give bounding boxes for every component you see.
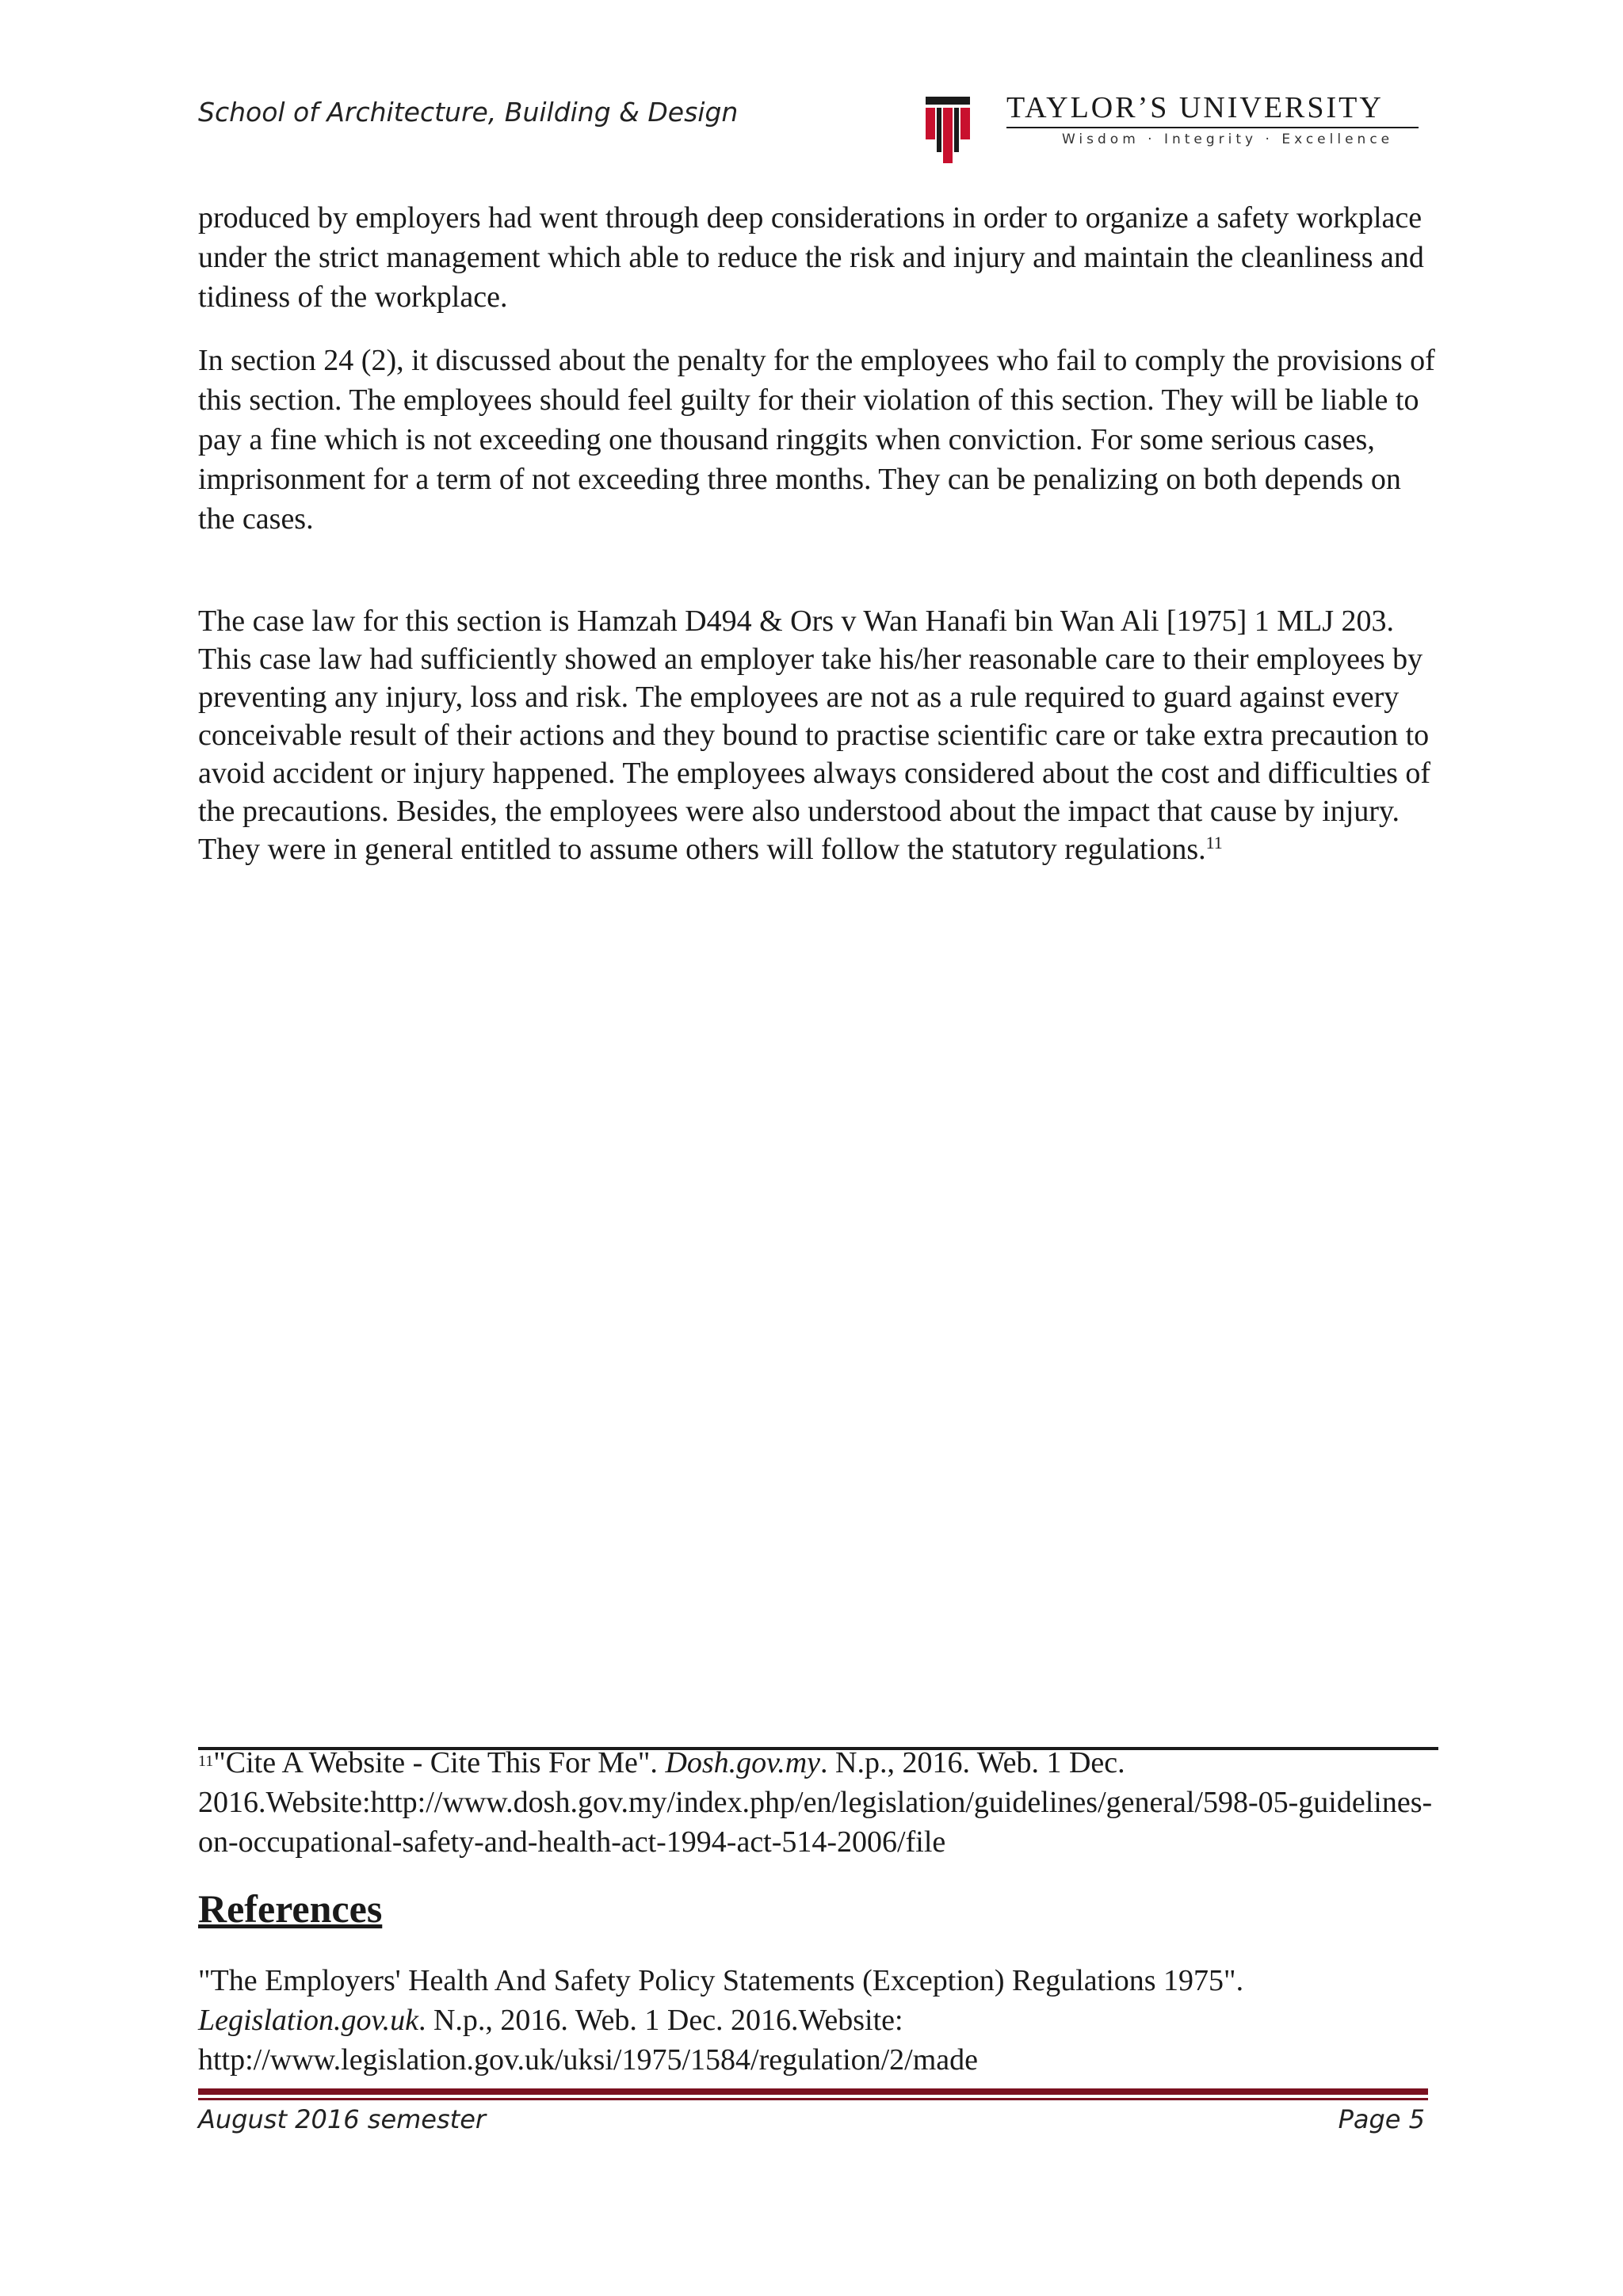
university-name-rule xyxy=(1006,127,1419,128)
footer-rule-thin xyxy=(198,2098,1428,2100)
references-heading: References xyxy=(198,1886,383,1931)
body-paragraph-1: produced by employers had went through deep considerations in order to organize a safety workplace under the strict management which able to reduce the risk and injury and maintain the cleanliness and tidiness of the workplace. xyxy=(198,201,1424,314)
footnote-reference[interactable]: 11 xyxy=(1205,833,1223,852)
footnote-details: . N.p., 2016. Web. 1 Dec. 2016.Website:http://www.dosh.gov.my/index.php/en/legislation/guidelines/general/598-05-guidelines-on-occupational-safety-and-health-act-1994-act-514-2006/file xyxy=(198,1746,1433,1859)
reference-title: "The Employers' Health And Safety Policy Statements (Exception) Regulations 1975". xyxy=(198,1964,1244,1997)
footer-rule xyxy=(198,2088,1428,2095)
university-motto: Wisdom · Integrity · Excellence xyxy=(1062,132,1394,147)
footer-page-number: Page 5 xyxy=(1338,2104,1425,2134)
reference-entry xyxy=(198,1961,1442,2080)
footer-semester: August 2016 semester xyxy=(198,2104,487,2134)
footnote-title: "Cite A Website - Cite This For Me". xyxy=(213,1746,666,1779)
university-name: TAYLOR’S UNIVERSITY xyxy=(1006,91,1384,124)
footnote xyxy=(198,1743,1442,1862)
footnote-number: 11 xyxy=(198,1753,214,1770)
reference-source: Legislation.gov.uk xyxy=(198,2004,418,2037)
reference-details: . N.p., 2016. Web. 1 Dec. 2016.Website: http://www.legislation.gov.uk/uksi/1975/1584/regulation/2/made xyxy=(198,2004,979,2077)
school-name: School of Architecture, Building & Design xyxy=(198,97,739,128)
body-paragraph-3 xyxy=(198,602,1442,868)
footnote-source: Dosh.gov.my xyxy=(665,1746,821,1779)
body-paragraph-2: In section 24 (2), it discussed about the penalty for the employees who fail to comply the provisions of this section. The employees should feel guilty for their violation of this section. They will be liable to pay a fine which is not exceeding one thousand ringgits when conviction. For some serious cases, imprisonment for a term of not exceeding three months. They can be penalizing on both depends on the cases. xyxy=(198,344,1435,536)
paragraph-3-text: The case law for this section is Hamzah D494 & Ors v Wan Hanafi bin Wan Ali [1975] 1 MLJ 203. This case law had sufficiently showed an employer take his/her reasonable care to their employees by preventing any injury, loss and risk. The employees are not as a rule required to guard against every conceivable result of their actions and they bound to practise scientific care or take extra precaution to avoid accident or injury happened. The employees always considered about the cost and difficulties of the precautions. Besides, the employees were also understood about the impact that cause by injury. They were in general entitled to assume others will follow the statutory regulations. xyxy=(198,605,1431,866)
